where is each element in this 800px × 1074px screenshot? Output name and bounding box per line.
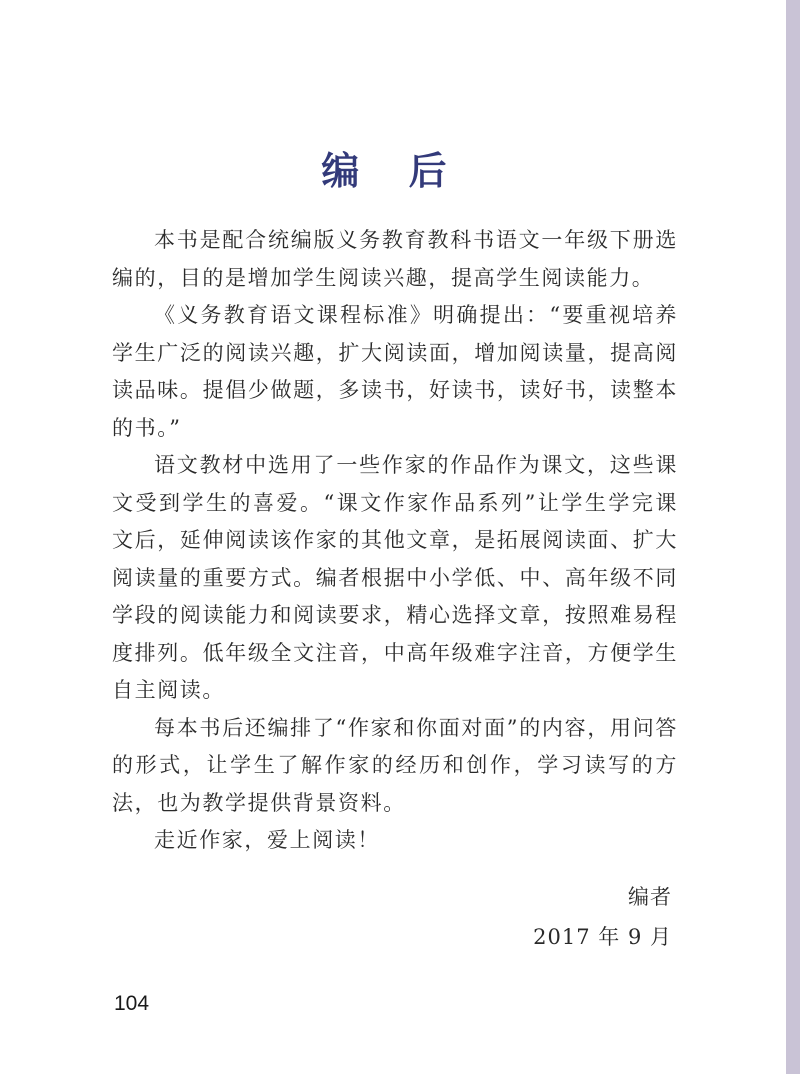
paragraph-2: 《义务教育语文课程标准》明确提出：“要重视培养学生广泛的阅读兴趣，扩大阅读面，增加阅读量，提高阅读品味。提倡少做题，多读书，好读书，读好书，读整本的书。”: [112, 303, 678, 440]
signature-date: 2017 年 9 月: [533, 925, 672, 949]
page-edge-band: [786, 0, 800, 1074]
paragraph-3: 语文教材中选用了一些作家的作品作为课文，这些课文受到学生的喜爱。“课文作家作品系列”让学生学完课文后，延伸阅读该作家的其他文章，是拓展阅读面、扩大阅读量的重要方式。编者根据中小学低、中、高年级不同学段的阅读能力和阅读要求，精心选择文章，按照难易程度排列。低年级全文注音，中高年级难字注音，方便学生自主阅读。: [112, 453, 678, 702]
page-number: 104: [114, 992, 150, 1015]
paragraph-5: 走近作家，爱上阅读！: [154, 828, 380, 852]
signature: 编者: [628, 885, 672, 909]
afterword-body: [112, 222, 678, 860]
page-title: 编 后: [321, 149, 465, 193]
paragraph-4: 每本书后还编排了“作家和你面对面”的内容，用问答的形式，让学生了解作家的经历和创作，学习读写的方法，也为教学提供背景资料。: [112, 715, 678, 815]
paragraph-1: 本书是配合统编版义务教育教科书语文一年级下册选编的，目的是增加学生阅读兴趣，提高学生阅读能力。: [112, 228, 678, 290]
